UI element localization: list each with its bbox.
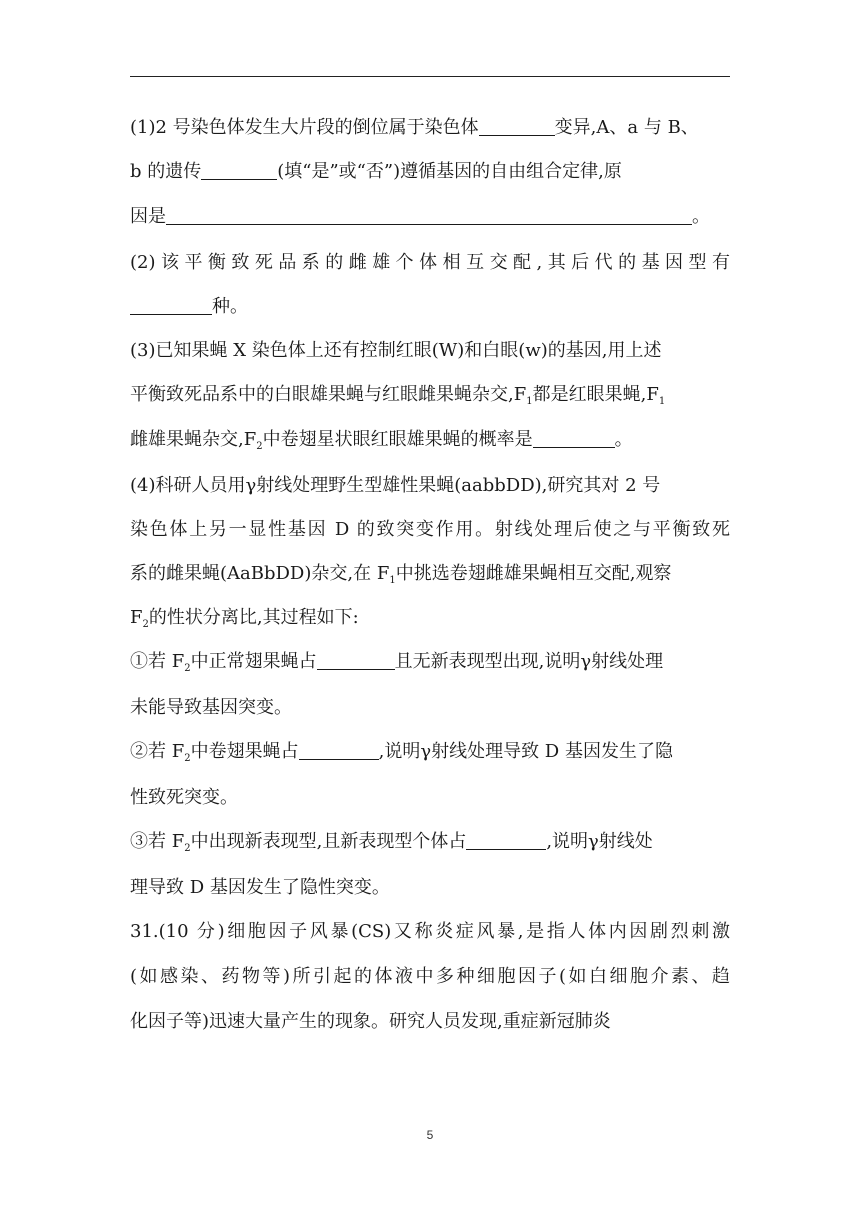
text-line: 染色体上另一显性基因 D 的致突变作用。射线处理后使之与平衡致死 — [130, 519, 730, 540]
text-line: 化因子等)迅速大量产生的现象。研究人员发现,重症新冠肺炎 — [130, 1011, 611, 1032]
answer-blank[interactable] — [317, 651, 395, 670]
answer-blank[interactable] — [201, 161, 277, 180]
text-segment: 中正常翅果蝇占 — [190, 651, 317, 672]
text-line: 理导致 D 基因发生了隐性突变。 — [130, 877, 390, 898]
text-segment: 中挑选卷翅雌雄果蝇相互交配,观察 — [395, 563, 672, 584]
text-line: 31.(10 分)细胞因子风暴(CS)又称炎症风暴,是指人体内因剧烈刺激 — [130, 921, 730, 942]
answer-blank[interactable] — [533, 429, 615, 448]
text-segment: 中卷翅果蝇占 — [190, 741, 299, 762]
subscript: 2 — [184, 753, 191, 764]
text-line — [130, 606, 730, 630]
text-segment: 且无新表现型出现,说明γ射线处理 — [394, 651, 664, 672]
text-line: (如感染、药物等)所引起的体液中多种细胞因子(如白细胞介素、趋 — [130, 966, 730, 987]
text-segment: (填“是”或“否”)遵循基因的自由组合定律,原 — [277, 161, 622, 182]
text-segment: ①若 F — [130, 651, 185, 672]
subscript: 2 — [256, 441, 263, 452]
text-line — [130, 650, 730, 674]
answer-blank[interactable] — [466, 831, 546, 850]
text-line — [130, 116, 730, 140]
subscript: 2 — [184, 663, 191, 674]
text-segment: ,说明γ射线处理导致 D 基因发生了隐 — [378, 741, 673, 762]
text-segment: 种。 — [212, 296, 248, 317]
text-segment: 。 — [614, 429, 633, 450]
text-line — [130, 295, 730, 319]
text-segment: F — [130, 607, 143, 628]
text-line: (3)已知果蝇 X 染色体上还有控制红眼(W)和白眼(w)的基因,用上述 — [130, 340, 662, 361]
text-line — [130, 428, 730, 452]
subscript: 1 — [389, 575, 396, 586]
text-segment: 的性状分离比,其过程如下: — [148, 607, 359, 628]
text-line — [130, 740, 730, 764]
subscript: 1 — [658, 396, 666, 407]
text-line — [130, 830, 730, 854]
text-segment: 平衡致死品系中的白眼雄果蝇与红眼雌果蝇杂交,F — [130, 384, 527, 405]
text-segment: 系的雌果蝇(AaBbDD)杂交,在 F — [130, 563, 390, 584]
text-line: (2)该平衡致死品系的雌雄个体相互交配,其后代的基因型有 — [130, 252, 730, 273]
text-segment: 中出现新表现型,且新表现型个体占 — [190, 831, 467, 852]
answer-blank[interactable] — [130, 296, 212, 315]
subscript: 2 — [184, 843, 191, 854]
text-line — [130, 160, 730, 184]
text-segment: 雌雄果蝇杂交,F — [130, 429, 257, 450]
text-segment: (1)2 号染色体发生大片段的倒位属于染色体 — [130, 117, 479, 138]
text-segment: 中卷翅星状眼红眼雄果蝇的概率是 — [262, 429, 533, 450]
text-segment: ③若 F — [130, 831, 185, 852]
text-line: (4)科研人员用γ射线处理野生型雄性果蝇(aabbDD),研究其对 2 号 — [130, 475, 661, 496]
text-line — [130, 562, 730, 586]
text-segment: b 的遗传 — [130, 161, 202, 182]
header-rule — [130, 76, 730, 77]
text-line — [130, 205, 730, 229]
answer-blank[interactable] — [299, 741, 379, 760]
answer-blank[interactable] — [479, 117, 555, 136]
text-segment: 都是红眼果蝇,F — [532, 384, 659, 405]
subscript: 1 — [526, 396, 533, 407]
subscript: 2 — [142, 619, 149, 630]
text-segment: ,说明γ射线处 — [546, 831, 653, 852]
text-segment: 因是 — [130, 206, 166, 227]
text-line — [130, 383, 730, 407]
text-line: 性致死突变。 — [130, 787, 238, 808]
answer-blank[interactable] — [166, 206, 692, 225]
text-segment: 。 — [692, 206, 710, 227]
text-segment: ②若 F — [130, 741, 185, 762]
text-segment: 变异,A、a 与 B、 — [554, 117, 699, 138]
page-number: 5 — [426, 1128, 434, 1142]
text-line: 未能导致基因突变。 — [130, 697, 292, 718]
